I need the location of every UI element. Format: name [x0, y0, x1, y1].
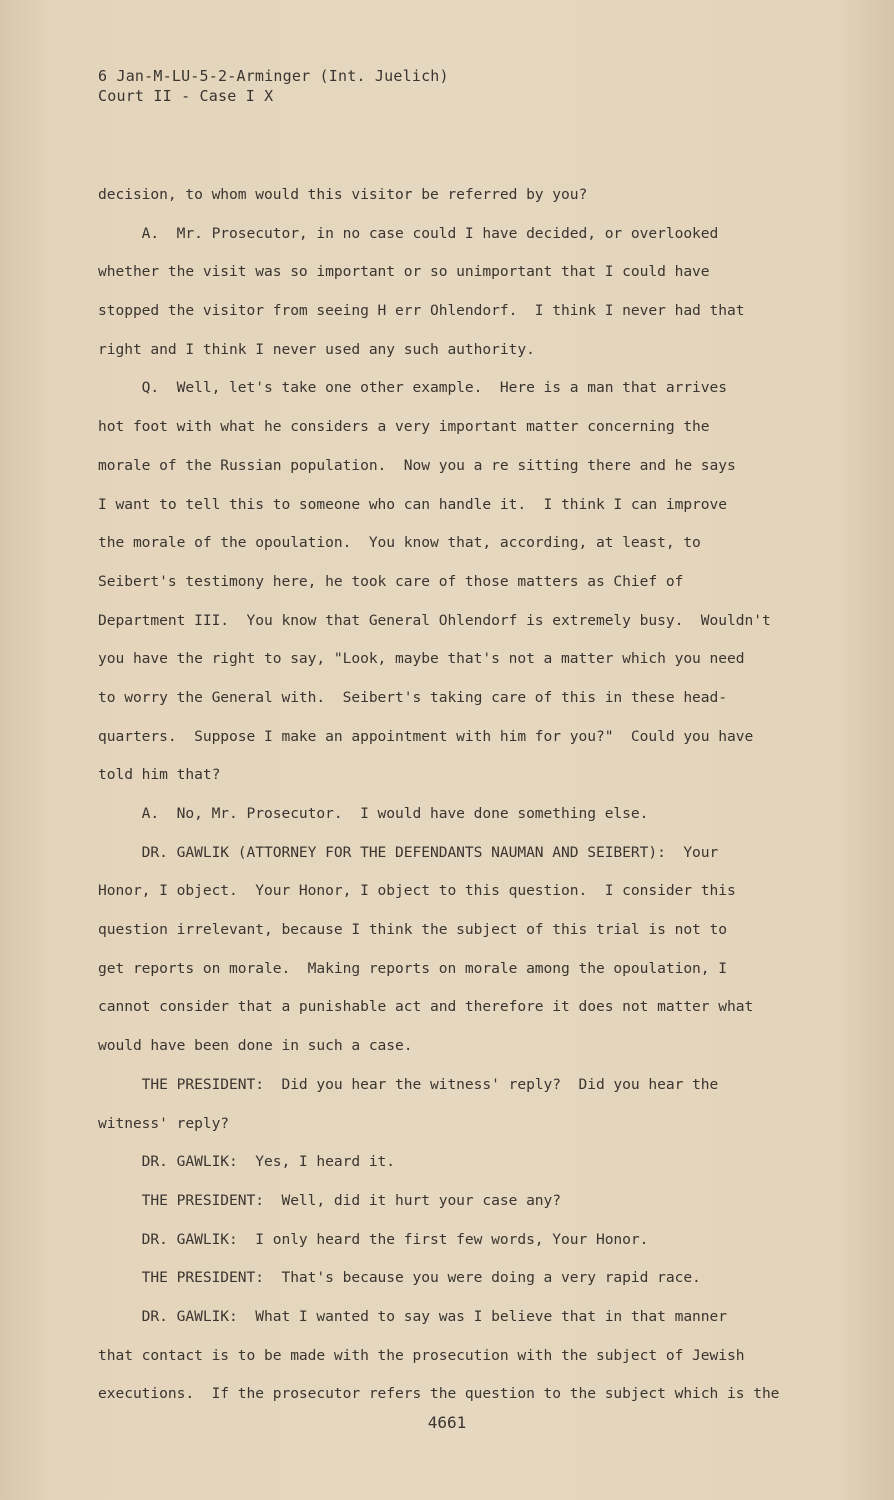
text-line: told him that? — [98, 766, 221, 784]
text-line: Honor, I object. Your Honor, I object to this question. I consider this — [98, 882, 736, 900]
text-line: Department III. You know that General Ohlendorf is extremely busy. Wouldn't — [98, 611, 771, 629]
text-line: decision, to whom would this visitor be referred by you? — [98, 186, 588, 203]
text-line: to worry the General with. Seibert's taking care of this in these head- — [98, 688, 728, 706]
text-line: I want to tell this to someone who can handle it. I think I can improve — [98, 495, 728, 513]
page-number: 4661 — [427, 1413, 467, 1432]
text-line: would have been done in such a case. — [98, 1037, 413, 1055]
text-line: witness' reply? — [98, 1114, 230, 1132]
text-line: morale of the Russian population. Now you a re sitting there and he says — [98, 456, 736, 474]
text-line: whether the visit was so important or so unimportant that I could have — [98, 263, 710, 281]
text-line: hot foot with what he considers a very important matter concerning the — [98, 418, 710, 436]
text-line: DR. GAWLIK: I only heard the first few words, Your Honor. — [98, 1230, 649, 1248]
text-line: A. Mr. Prosecutor, in no case could I have decided, or overlooked — [98, 224, 719, 242]
text-line: executions. If the prosecutor refers the question to the subject which is the — [98, 1385, 780, 1403]
text-line: DR. GAWLIK: What I wanted to say was I believe that in that manner — [98, 1307, 728, 1325]
text-line: Q. Well, let's take one other example. Here is a man that arrives — [98, 379, 728, 397]
text-line: DR. GAWLIK: Yes, I heard it. — [98, 1153, 396, 1171]
text-line: the morale of the opoulation. You know that, according, at least, to — [98, 534, 701, 552]
text-line: DR. GAWLIK (ATTORNEY FOR THE DEFENDANTS NAUMAN AND SEIBERT): Your — [98, 843, 719, 861]
transcript-body — [98, 182, 858, 1420]
text-line: right and I think I never used any such authority. — [98, 340, 535, 358]
text-line: you have the right to say, "Look, maybe that's not a matter which you need — [98, 650, 745, 668]
text-line: THE PRESIDENT: Did you hear the witness' reply? Did you hear the — [98, 1075, 719, 1093]
text-line: cannot consider that a punishable act and therefore it does not matter what — [98, 998, 754, 1016]
header-line-2: Court II - Case I X — [98, 87, 274, 105]
text-line: that contact is to be made with the prosecution with the subject of Jewish — [98, 1346, 745, 1364]
text-line: THE PRESIDENT: Well, did it hurt your case any? — [98, 1191, 562, 1209]
text-line: question irrelevant, because I think the subject of this trial is not to — [98, 921, 728, 939]
text-line: get reports on morale. Making reports on morale among the opoulation, I — [98, 959, 728, 977]
text-line: A. No, Mr. Prosecutor. I would have done something else. — [98, 805, 649, 822]
header-line-1: 6 Jan-M-LU-5-2-Arminger (Int. Juelich) — [98, 67, 449, 85]
text-line: quarters. Suppose I make an appointment with him for you?" Could you have — [98, 727, 754, 745]
text-line: Seibert's testimony here, he took care of those matters as Chief of — [98, 572, 684, 590]
text-line: THE PRESIDENT: That's because you were doing a very rapid race. — [98, 1269, 701, 1287]
header — [98, 66, 449, 106]
text-line: stopped the visitor from seeing H err Ohlendorf. I think I never had that — [98, 302, 745, 320]
